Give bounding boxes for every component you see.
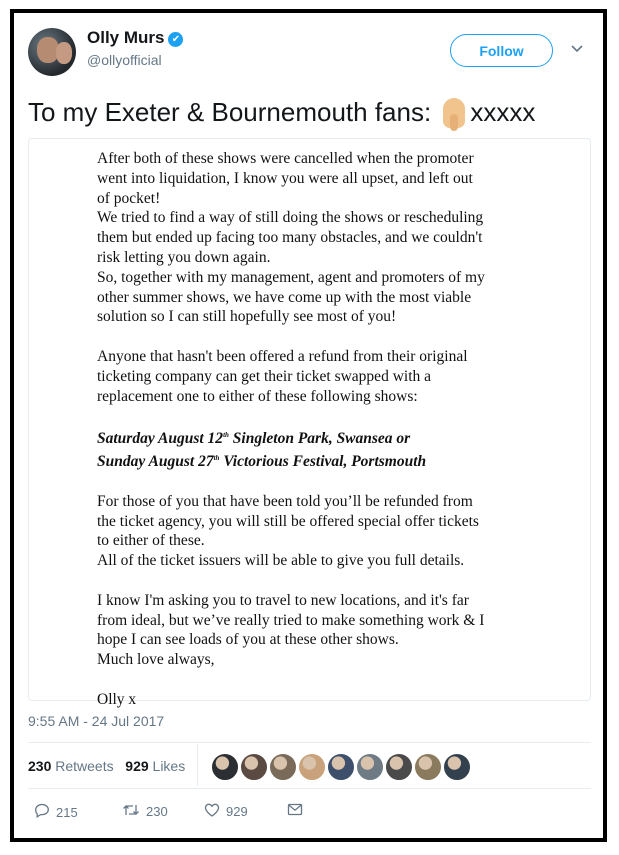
- likes-stat[interactable]: 929 Likes: [125, 758, 186, 774]
- letter-line: from ideal, but we’ve really tried to make something work & I: [97, 611, 485, 629]
- author-name[interactable]: [87, 28, 183, 48]
- letter-line: of pocket!: [97, 189, 161, 207]
- verified-badge-icon: ✔: [168, 32, 183, 47]
- tweet-text-after: xxxxx: [470, 97, 536, 127]
- letter-line: to either of these.: [97, 532, 205, 550]
- reply-button[interactable]: [34, 803, 78, 822]
- show-option-1: Saturday August 12th Singleton Park, Swansea or: [97, 430, 411, 448]
- liker-avatar[interactable]: [442, 752, 472, 782]
- letter-line: All of the ticket issuers will be able to give you full details.: [97, 552, 465, 570]
- envelope-icon: [287, 803, 303, 820]
- liker-avatar[interactable]: [355, 752, 385, 782]
- divider: [28, 742, 591, 743]
- tweet-frame: [10, 9, 607, 842]
- letter-line: ticketing company can get their ticket swapped with a: [97, 367, 431, 385]
- like-button[interactable]: [204, 803, 248, 821]
- retweet-icon: [122, 803, 140, 821]
- author-name-text: Olly Murs: [87, 28, 165, 47]
- tweet-text-before: To my Exeter & Bournemouth fans:: [28, 97, 439, 127]
- liker-avatar[interactable]: [384, 752, 414, 782]
- letter-signoff: Olly x: [97, 690, 137, 708]
- heart-icon: [204, 803, 220, 821]
- letter-line: Anyone that hasn't been offered a refund from their original: [97, 347, 468, 365]
- letter-body: [97, 149, 537, 710]
- chevron-down-icon[interactable]: [571, 41, 583, 56]
- letter-line: After both of these shows were cancelled when the promoter: [97, 150, 474, 167]
- retweet-button[interactable]: [122, 803, 168, 821]
- avatar[interactable]: [28, 28, 76, 76]
- author-handle[interactable]: @ollyofficial: [87, 52, 162, 68]
- like-count: 929: [226, 804, 248, 819]
- letter-line: So, together with my management, agent and promoters of my: [97, 268, 485, 286]
- liker-avatar[interactable]: [326, 752, 356, 782]
- letter-line: the ticket agency, you will still be offered special offer tickets: [97, 512, 479, 530]
- stats-divider: [197, 744, 198, 786]
- letter-line: other summer shows, we have come up with the most viable: [97, 288, 472, 306]
- letter-line: For those of you that have been told you’ll be refunded from: [97, 492, 473, 510]
- liker-avatar[interactable]: [413, 752, 443, 782]
- avatar-face-secondary: [56, 42, 72, 64]
- letter-line: Much love always,: [97, 651, 215, 669]
- tweet-stats: [28, 758, 185, 774]
- letter-line: risk letting you down again.: [97, 248, 271, 266]
- liker-avatar[interactable]: [268, 752, 298, 782]
- reply-icon: [34, 803, 50, 822]
- letter-line: solution so I can still hopefully see most of you!: [97, 308, 397, 326]
- letter-line: We tried to find a way of still doing the shows or rescheduling: [97, 209, 484, 227]
- retweets-stat[interactable]: 230 Retweets: [28, 758, 114, 774]
- letter-line: hope I can see loads of you at these other shows.: [97, 631, 399, 649]
- letter-line: them but ended up facing too many obstacles, and we couldn't: [97, 229, 483, 247]
- letter-line: I know I'm asking you to travel to new locations, and it's far: [97, 591, 469, 609]
- divider: [28, 788, 591, 789]
- finger-pointing-down-icon: [443, 98, 465, 128]
- liker-avatar[interactable]: [210, 752, 240, 782]
- letter-line: went into liquidation, I know you were all upset, and left out: [97, 169, 473, 187]
- tweet-text: [28, 97, 535, 128]
- reply-count: 215: [56, 805, 78, 820]
- tweet-timestamp[interactable]: 9:55 AM - 24 Jul 2017: [28, 713, 165, 729]
- liker-avatar[interactable]: [239, 752, 269, 782]
- show-option-2: Sunday August 27th Victorious Festival, Portsmouth: [97, 453, 427, 471]
- letter-line: replacement one to either of these following shows:: [97, 387, 418, 405]
- letter-image[interactable]: [28, 138, 591, 708]
- retweet-count: 230: [146, 804, 168, 819]
- direct-message-button[interactable]: [287, 803, 309, 820]
- liker-avatar[interactable]: [297, 752, 327, 782]
- follow-button[interactable]: Follow: [450, 34, 553, 67]
